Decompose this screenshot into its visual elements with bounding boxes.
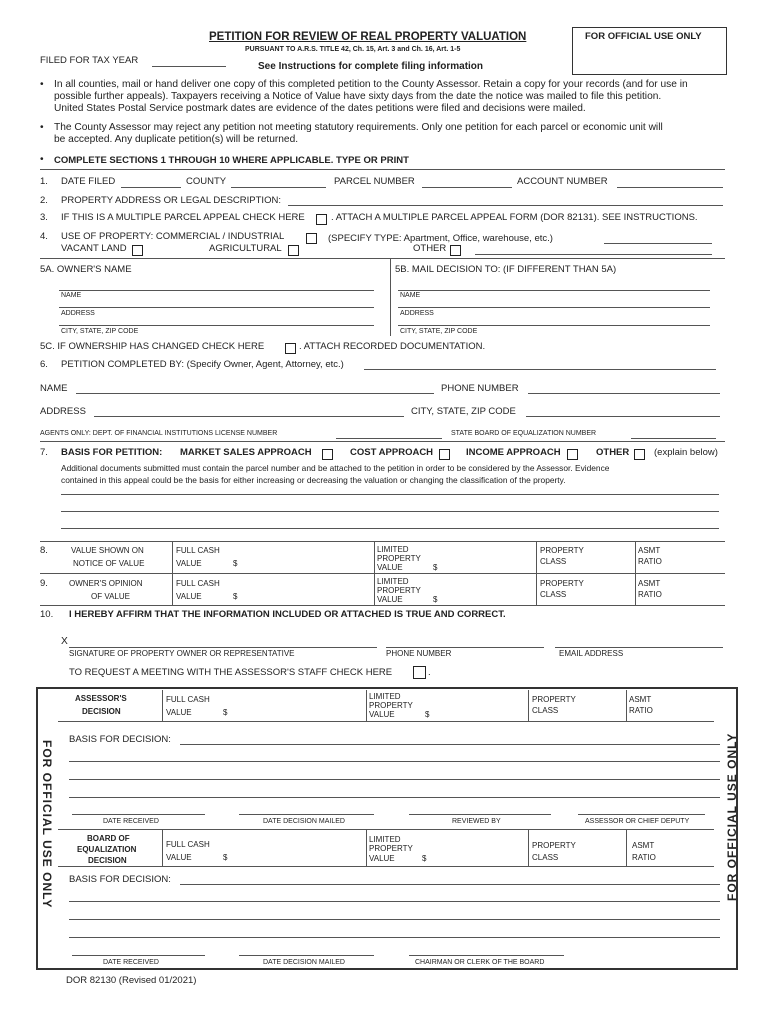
board-decision-label: DECISION bbox=[88, 856, 127, 865]
divider bbox=[366, 829, 367, 866]
bullet-icon: • bbox=[40, 79, 44, 90]
county-field[interactable] bbox=[231, 187, 326, 188]
account-number-label: ACCOUNT NUMBER bbox=[517, 176, 608, 187]
dollar-sign: $ bbox=[425, 710, 430, 719]
assessor-chief-label: ASSESSOR OR CHIEF DEPUTY bbox=[585, 818, 690, 825]
owner-name-field[interactable] bbox=[59, 290, 374, 291]
official-use-box-label: FOR OFFICIAL USE ONLY bbox=[585, 31, 702, 42]
value-notice-label: VALUE SHOWN ON bbox=[71, 546, 144, 555]
bullet-text: In all counties, mail or hand deliver one copy of this completed petition to the County Assessor. Retain a copy for your records (and for use in bbox=[54, 79, 688, 90]
board-decision-line[interactable] bbox=[180, 884, 720, 885]
property-class-label: CLASS bbox=[532, 853, 559, 862]
limited-value-label: LIMITED bbox=[377, 577, 409, 586]
cost-approach-label: COST APPROACH bbox=[350, 447, 434, 458]
section-4-number: 4. bbox=[40, 231, 48, 242]
request-meeting-period: . bbox=[428, 667, 431, 678]
section-10-number: 10. bbox=[40, 609, 54, 620]
assessors-decision-label: ASSESSOR'S bbox=[75, 694, 127, 703]
official-use-side-label-left: FOR OFFICIAL USE ONLY bbox=[40, 740, 54, 909]
section-7-number: 7. bbox=[40, 447, 48, 458]
limited-value-label: LIMITED bbox=[369, 835, 401, 844]
bullet-icon: • bbox=[40, 122, 44, 133]
bullet-icon: • bbox=[40, 154, 44, 165]
reviewed-by-label: REVIEWED BY bbox=[452, 818, 501, 825]
divider bbox=[172, 541, 173, 605]
full-cash-label: VALUE bbox=[176, 559, 202, 568]
limited-value-label: VALUE bbox=[369, 854, 395, 863]
limited-value-label: VALUE bbox=[369, 710, 395, 719]
petition-completed-by-label: PETITION COMPLETED BY: (Specify Owner, Agent, Attorney, etc.) bbox=[61, 359, 344, 370]
assessors-decision-label: DECISION bbox=[82, 707, 121, 716]
mail-name-field[interactable] bbox=[398, 290, 710, 291]
official-use-box bbox=[572, 27, 727, 75]
property-address-label: PROPERTY ADDRESS OR LEGAL DESCRIPTION: bbox=[61, 195, 281, 206]
request-meeting-checkbox[interactable] bbox=[410, 665, 426, 683]
property-class-label: PROPERTY bbox=[540, 579, 584, 588]
signature-phone-field[interactable] bbox=[386, 647, 544, 648]
divider bbox=[40, 605, 725, 606]
divider bbox=[162, 829, 163, 866]
full-cash-label: FULL CASH bbox=[176, 579, 220, 588]
cost-approach-checkbox[interactable] bbox=[436, 446, 450, 464]
board-decision-line[interactable] bbox=[69, 919, 720, 920]
income-approach-checkbox[interactable] bbox=[564, 446, 578, 464]
limited-value-label: LIMITED bbox=[369, 692, 401, 701]
mail-city-label: CITY, STATE, ZIP CODE bbox=[400, 328, 478, 335]
dollar-sign: $ bbox=[433, 563, 438, 572]
signature-label: SIGNATURE OF PROPERTY OWNER OR REPRESENTATIVE bbox=[69, 649, 295, 658]
full-cash-label: FULL CASH bbox=[176, 546, 220, 555]
name-field[interactable] bbox=[76, 393, 434, 394]
board-decision-label: EQUALIZATION bbox=[77, 845, 137, 854]
city-state-zip-label: CITY, STATE, ZIP CODE bbox=[411, 406, 516, 417]
phone-field[interactable] bbox=[528, 393, 720, 394]
phone-label: PHONE NUMBER bbox=[441, 383, 519, 394]
date-decision-mailed-field[interactable] bbox=[239, 814, 374, 815]
date-received-field[interactable] bbox=[72, 814, 205, 815]
vacant-land-label: VACANT LAND bbox=[61, 243, 127, 254]
owner-city-field[interactable] bbox=[59, 325, 374, 326]
other-basis-label: OTHER bbox=[596, 447, 630, 458]
value-notice-label: NOTICE OF VALUE bbox=[73, 559, 145, 568]
divider bbox=[374, 541, 375, 605]
mail-decision-heading: 5B. MAIL DECISION TO: (IF DIFFERENT THAN 5A) bbox=[395, 264, 617, 275]
full-cash-label: VALUE bbox=[176, 592, 202, 601]
limited-value-label: VALUE bbox=[377, 563, 403, 572]
owners-opinion-label: OWNER'S OPINION bbox=[69, 579, 143, 588]
divider bbox=[40, 441, 725, 442]
form-number: DOR 82130 (Revised 01/2021) bbox=[66, 975, 197, 986]
mail-city-field[interactable] bbox=[398, 325, 710, 326]
explanation-line[interactable] bbox=[61, 511, 719, 512]
full-cash-value-field[interactable] bbox=[245, 545, 370, 571]
board-date-received-field[interactable] bbox=[72, 955, 205, 956]
opinion-full-cash-field[interactable] bbox=[245, 577, 370, 603]
name-label: NAME bbox=[40, 383, 68, 394]
asmt-ratio-label: RATIO bbox=[632, 853, 656, 862]
complete-sections-note: COMPLETE SECTIONS 1 THROUGH 10 WHERE APPLICABLE. TYPE OR PRINT bbox=[54, 155, 409, 166]
asmt-ratio-label: RATIO bbox=[638, 590, 662, 599]
dollar-sign: $ bbox=[233, 592, 238, 601]
property-class-label: PROPERTY bbox=[532, 841, 576, 850]
asmt-ratio-label: ASMT bbox=[638, 546, 661, 555]
market-sales-checkbox[interactable] bbox=[319, 446, 333, 464]
section-6-number: 6. bbox=[40, 359, 48, 370]
section-9-number: 9. bbox=[40, 578, 48, 589]
board-decision-line[interactable] bbox=[69, 901, 720, 902]
form-subtitle: PURSUANT TO A.R.S. TITLE 42, Ch. 15, Art. 3 and Ch. 16, Art. 1-5 bbox=[245, 46, 461, 53]
mail-name-label: NAME bbox=[400, 292, 421, 299]
mail-address-field[interactable] bbox=[398, 307, 710, 308]
property-class-label: PROPERTY bbox=[532, 695, 576, 704]
board-date-received-label: DATE RECEIVED bbox=[103, 959, 159, 966]
property-class-label: CLASS bbox=[540, 557, 567, 566]
divider bbox=[162, 690, 163, 721]
tax-year-field[interactable] bbox=[152, 66, 226, 67]
explain-below-note: (explain below) bbox=[654, 447, 718, 458]
divider bbox=[635, 541, 636, 605]
signature-x-mark: X bbox=[61, 636, 68, 647]
basis-for-petition-label: BASIS FOR PETITION: bbox=[61, 447, 163, 458]
limited-value-label: PROPERTY bbox=[377, 586, 421, 595]
limited-value-label: PROPERTY bbox=[369, 701, 413, 710]
parcel-number-label: PARCEL NUMBER bbox=[334, 176, 415, 187]
basis-instructions: contained in this appeal could be the basis for either increasing or decreasing the valuation or changing the classification of the property. bbox=[61, 475, 566, 485]
divider bbox=[390, 258, 391, 336]
agents-license-field[interactable] bbox=[336, 438, 442, 439]
asmt-ratio-label: RATIO bbox=[638, 557, 662, 566]
request-meeting-label: TO REQUEST A MEETING WITH THE ASSESSOR'S STAFF CHECK HERE bbox=[69, 667, 393, 678]
property-address-field[interactable] bbox=[288, 205, 723, 206]
limited-value-label: PROPERTY bbox=[377, 554, 421, 563]
decision-line[interactable] bbox=[69, 797, 720, 798]
agricultural-label: AGRICULTURAL bbox=[209, 243, 282, 254]
parcel-number-field[interactable] bbox=[422, 187, 512, 188]
date-filed-label: DATE FILED bbox=[61, 176, 116, 187]
decision-line[interactable] bbox=[69, 779, 720, 780]
owner-address-field[interactable] bbox=[59, 307, 374, 308]
limited-value-label: PROPERTY bbox=[369, 844, 413, 853]
address-label: ADDRESS bbox=[40, 406, 86, 417]
bullet-text: possible further appeals). Taxpayers receiving a Notice of Value have sixty days from the date the notice was mailed to file this petition. bbox=[54, 91, 662, 102]
dollar-sign: $ bbox=[223, 853, 228, 862]
opinion-limited-value-field[interactable] bbox=[445, 577, 533, 603]
basis-instructions: Additional documents submitted must contain the parcel number and be attached to the petition in order to be considered by the Assessor. Evidence bbox=[61, 463, 610, 473]
asmt-ratio-label: ASMT bbox=[632, 841, 655, 850]
specify-type-field[interactable] bbox=[604, 243, 712, 244]
property-class-label: PROPERTY bbox=[540, 546, 584, 555]
date-filed-field[interactable] bbox=[121, 187, 181, 188]
mail-address-label: ADDRESS bbox=[400, 310, 434, 317]
divider bbox=[58, 721, 714, 722]
decision-line[interactable] bbox=[180, 744, 720, 745]
owner-city-label: CITY, STATE, ZIP CODE bbox=[61, 328, 139, 335]
explanation-line[interactable] bbox=[61, 528, 719, 529]
divider bbox=[536, 541, 537, 605]
bullet-text: United States Postal Service postmark dates are evidence of the dates petitions were filed and decisions were mailed. bbox=[54, 103, 586, 114]
market-sales-label: MARKET SALES APPROACH bbox=[180, 447, 312, 458]
official-use-side-label-right: FOR OFFICIAL USE ONLY bbox=[725, 732, 739, 901]
other-use-field[interactable] bbox=[475, 254, 712, 255]
full-cash-label: VALUE bbox=[166, 708, 192, 717]
divider bbox=[40, 541, 725, 542]
sboe-number-field[interactable] bbox=[631, 438, 716, 439]
limited-value-label: VALUE bbox=[377, 595, 403, 604]
owners-name-heading: 5A. OWNER'S NAME bbox=[40, 264, 132, 275]
divider bbox=[40, 573, 725, 574]
ownership-changed-checkbox[interactable] bbox=[282, 340, 296, 358]
use-commercial-label: USE OF PROPERTY: COMMERCIAL / INDUSTRIAL bbox=[61, 231, 285, 242]
date-received-label: DATE RECEIVED bbox=[103, 818, 159, 825]
asmt-ratio-label: ASMT bbox=[629, 695, 652, 704]
property-class-label: CLASS bbox=[540, 590, 567, 599]
filed-for-tax-year-label: FILED FOR TAX YEAR bbox=[40, 55, 139, 66]
divider bbox=[58, 829, 714, 830]
decision-line[interactable] bbox=[69, 761, 720, 762]
affirmation-statement: I HEREBY AFFIRM THAT THE INFORMATION INCLUDED OR ATTACHED IS TRUE AND CORRECT. bbox=[69, 609, 506, 620]
divider bbox=[626, 829, 627, 866]
limited-value-label: LIMITED bbox=[377, 545, 409, 554]
board-date-mailed-field[interactable] bbox=[239, 955, 374, 956]
section-8-number: 8. bbox=[40, 545, 48, 556]
date-decision-mailed-label: DATE DECISION MAILED bbox=[263, 818, 345, 825]
asmt-ratio-label: ASMT bbox=[638, 579, 661, 588]
specify-type-label: (SPECIFY TYPE: Apartment, Office, warehouse, etc.) bbox=[328, 233, 553, 244]
full-cash-label: VALUE bbox=[166, 853, 192, 862]
explanation-line[interactable] bbox=[61, 494, 719, 495]
divider bbox=[528, 690, 529, 721]
owner-name-label: NAME bbox=[61, 292, 82, 299]
assessor-signature-field[interactable] bbox=[578, 814, 705, 815]
chairman-signature-field[interactable] bbox=[409, 955, 564, 956]
asmt-ratio-label: RATIO bbox=[629, 706, 653, 715]
chairman-clerk-label: CHAIRMAN OR CLERK OF THE BOARD bbox=[415, 959, 545, 966]
full-cash-label: FULL CASH bbox=[166, 695, 210, 704]
limited-value-field[interactable] bbox=[445, 545, 533, 571]
signature-field[interactable] bbox=[69, 647, 377, 648]
bullet-text: The County Assessor may reject any petition not meeting statutory requirements. Only one petition for each parcel or economic unit will bbox=[54, 122, 663, 133]
other-use-label: OTHER bbox=[413, 243, 447, 254]
dollar-sign: $ bbox=[422, 854, 427, 863]
county-label: COUNTY bbox=[186, 176, 227, 187]
board-decision-line[interactable] bbox=[69, 937, 720, 938]
section-1-number: 1. bbox=[40, 176, 48, 187]
divider bbox=[40, 258, 725, 259]
divider bbox=[40, 169, 725, 170]
multiple-parcel-instructions: . ATTACH A MULTIPLE PARCEL APPEAL FORM (DOR 82131). SEE INSTRUCTIONS. bbox=[331, 212, 698, 223]
instructions-note: See Instructions for complete filing information bbox=[258, 61, 484, 72]
city-state-zip-field[interactable] bbox=[526, 416, 720, 417]
board-date-mailed-label: DATE DECISION MAILED bbox=[263, 959, 345, 966]
email-address-label: EMAIL ADDRESS bbox=[559, 649, 624, 658]
agents-license-label: AGENTS ONLY: DEPT. OF FINANCIAL INSTITUTIONS LICENSE NUMBER bbox=[40, 430, 278, 437]
dollar-sign: $ bbox=[233, 559, 238, 568]
property-class-label: CLASS bbox=[532, 706, 559, 715]
divider bbox=[58, 866, 714, 867]
commercial-checkbox[interactable] bbox=[303, 230, 317, 248]
divider bbox=[626, 690, 627, 721]
multiple-parcel-label: IF THIS IS A MULTIPLE PARCEL APPEAL CHECK HERE bbox=[61, 212, 305, 223]
multiple-parcel-checkbox[interactable] bbox=[313, 211, 327, 229]
petition-completed-by-field[interactable] bbox=[364, 369, 716, 370]
account-number-field[interactable] bbox=[617, 187, 723, 188]
full-cash-label: FULL CASH bbox=[166, 840, 210, 849]
section-3-number: 3. bbox=[40, 212, 48, 223]
bullet-text: be accepted. Any duplicate petition(s) will be returned. bbox=[54, 134, 299, 145]
board-decision-label: BOARD OF bbox=[87, 834, 130, 843]
dollar-sign: $ bbox=[223, 708, 228, 717]
sboe-number-label: STATE BOARD OF EQUALIZATION NUMBER bbox=[451, 430, 597, 437]
divider bbox=[528, 829, 529, 866]
section-2-number: 2. bbox=[40, 195, 48, 206]
ownership-changed-label: 5C. IF OWNERSHIP HAS CHANGED CHECK HERE bbox=[40, 341, 265, 352]
dollar-sign: $ bbox=[433, 595, 438, 604]
other-basis-checkbox[interactable] bbox=[631, 446, 645, 464]
board-basis-label: BASIS FOR DECISION: bbox=[69, 874, 171, 885]
reviewed-by-field[interactable] bbox=[409, 814, 551, 815]
form-title: PETITION FOR REVIEW OF REAL PROPERTY VALUATION bbox=[209, 31, 527, 43]
income-approach-label: INCOME APPROACH bbox=[466, 447, 561, 458]
basis-for-decision-label: BASIS FOR DECISION: bbox=[69, 734, 171, 745]
owner-address-label: ADDRESS bbox=[61, 310, 95, 317]
divider bbox=[366, 690, 367, 721]
address-field[interactable] bbox=[94, 416, 404, 417]
attach-documentation-note: . ATTACH RECORDED DOCUMENTATION. bbox=[299, 341, 486, 352]
email-address-field[interactable] bbox=[555, 647, 723, 648]
owners-opinion-label: OF VALUE bbox=[91, 592, 130, 601]
signature-phone-label: PHONE NUMBER bbox=[386, 649, 452, 658]
